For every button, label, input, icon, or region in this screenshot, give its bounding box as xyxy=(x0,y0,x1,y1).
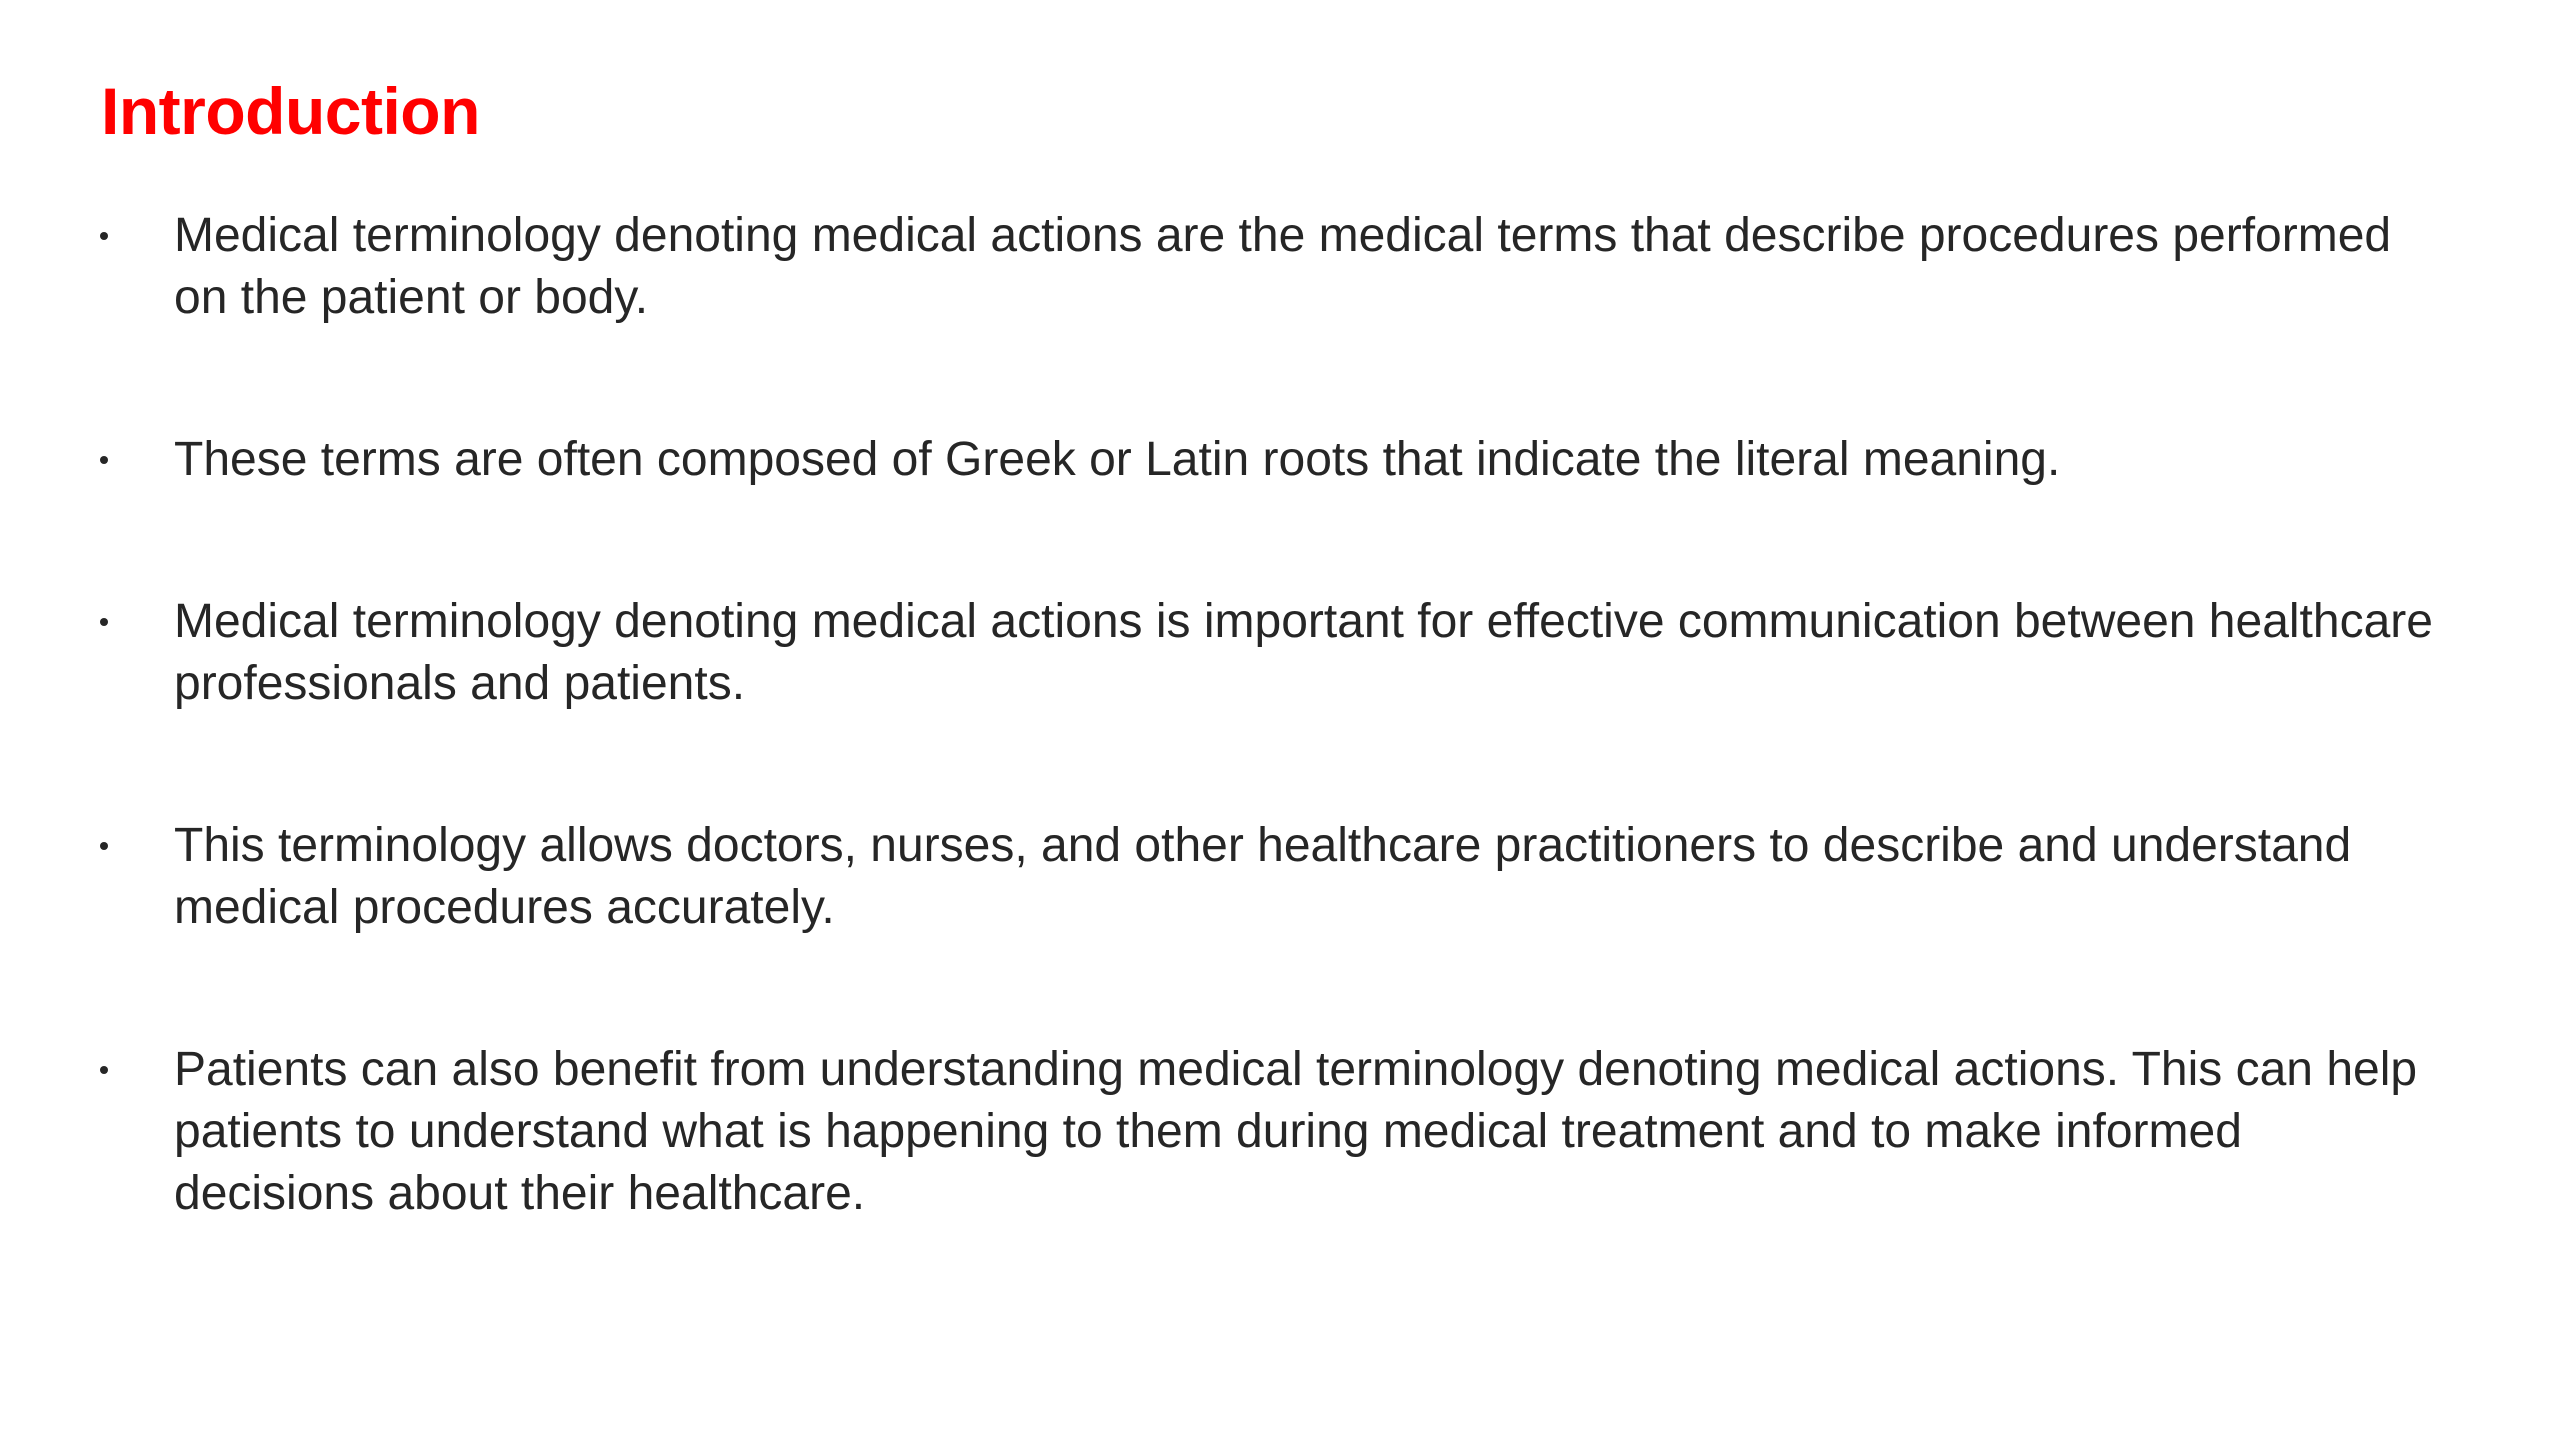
bullet-text: This terminology allows doctors, nurses, and other healthcare practitioners to describe and understand medical procedures accurately. xyxy=(174,819,2352,934)
list-item xyxy=(95,1039,2435,1225)
bullet-text: Patients can also benefit from understanding medical terminology denoting medical actions. This can help patients to understand what is happening to them during medical treatment and to make informed decisions about their healthcare. xyxy=(174,1043,2418,1220)
bullet-text: Medical terminology denoting medical actions are the medical terms that describe procedures performed on the patient or body. xyxy=(174,209,2392,324)
list-item xyxy=(95,815,2435,939)
bullet-text: These terms are often composed of Greek or Latin roots that indicate the literal meaning. xyxy=(174,433,2061,486)
list-item xyxy=(95,205,2435,329)
bullet-icon xyxy=(100,232,108,240)
list-item xyxy=(95,591,2435,715)
slide-title: Introduction xyxy=(101,74,480,148)
list-item xyxy=(95,429,2435,491)
bullet-list xyxy=(95,205,2435,1325)
bullet-text: Medical terminology denoting medical actions is important for effective communication between healthcare professionals and patients. xyxy=(174,595,2433,710)
bullet-icon xyxy=(100,456,108,464)
bullet-icon xyxy=(100,618,108,626)
bullet-icon xyxy=(100,1066,108,1074)
bullet-icon xyxy=(100,842,108,850)
